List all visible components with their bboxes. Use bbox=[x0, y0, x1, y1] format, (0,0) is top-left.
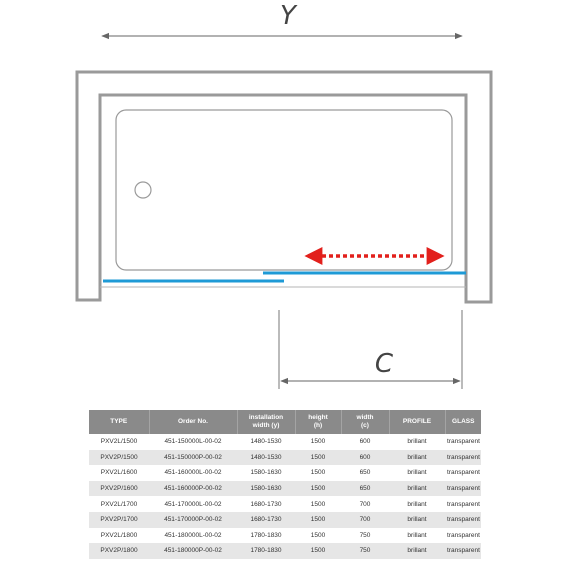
cell-type: PXV2L/1800 bbox=[89, 528, 149, 544]
cell-glass: transparent bbox=[445, 465, 481, 481]
cell-glass: transparent bbox=[445, 450, 481, 466]
cell-glass: transparent bbox=[445, 434, 481, 450]
cell-profile: brillant bbox=[389, 481, 445, 497]
cell-glass: transparent bbox=[445, 528, 481, 544]
cell-order-no: 451-160000P-00-02 bbox=[149, 481, 237, 497]
cell-type: PXV2P/1500 bbox=[89, 450, 149, 466]
cell-width: 650 bbox=[341, 481, 389, 497]
cell-height: 1500 bbox=[295, 481, 341, 497]
depth-label: C bbox=[374, 349, 394, 379]
cell-order-no: 451-150000L-00-02 bbox=[149, 434, 237, 450]
header-glass: GLASS bbox=[445, 410, 481, 434]
cell-profile: brillant bbox=[389, 450, 445, 466]
cell-height: 1500 bbox=[295, 465, 341, 481]
cell-glass: transparent bbox=[445, 496, 481, 512]
bathtub-outline bbox=[116, 110, 452, 270]
table-row bbox=[89, 481, 481, 497]
header-type: TYPE bbox=[89, 410, 149, 434]
wall-frame bbox=[77, 72, 491, 302]
cell-order-no: 451-170000L-00-02 bbox=[149, 496, 237, 512]
cell-profile: brillant bbox=[389, 543, 445, 559]
cell-order-no: 451-180000L-00-02 bbox=[149, 528, 237, 544]
cell-width: 700 bbox=[341, 512, 389, 528]
cell-profile: brillant bbox=[389, 496, 445, 512]
header-width: width (c) bbox=[341, 410, 389, 434]
drain-circle bbox=[135, 182, 151, 198]
cell-type: PXV2L/1500 bbox=[89, 434, 149, 450]
table-row bbox=[89, 543, 481, 559]
table-row bbox=[89, 434, 481, 450]
cell-height: 1500 bbox=[295, 450, 341, 466]
cell-installation-width: 1580-1630 bbox=[237, 465, 295, 481]
cell-installation-width: 1780-1830 bbox=[237, 528, 295, 544]
cell-glass: transparent bbox=[445, 512, 481, 528]
cell-height: 1500 bbox=[295, 528, 341, 544]
cell-width: 750 bbox=[341, 528, 389, 544]
cell-profile: brillant bbox=[389, 434, 445, 450]
cell-type: PXV2P/1800 bbox=[89, 543, 149, 559]
spec-table-header bbox=[89, 410, 481, 434]
spec-table-body bbox=[89, 434, 481, 559]
table-row bbox=[89, 465, 481, 481]
cell-type: PXV2L/1600 bbox=[89, 465, 149, 481]
spec-table bbox=[89, 410, 481, 559]
cell-installation-width: 1480-1530 bbox=[237, 434, 295, 450]
cell-order-no: 451-160000L-00-02 bbox=[149, 465, 237, 481]
cell-profile: brillant bbox=[389, 465, 445, 481]
cell-width: 600 bbox=[341, 450, 389, 466]
cell-glass: transparent bbox=[445, 543, 481, 559]
cell-installation-width: 1680-1730 bbox=[237, 512, 295, 528]
cell-installation-width: 1780-1830 bbox=[237, 543, 295, 559]
cell-type: PXV2P/1600 bbox=[89, 481, 149, 497]
cell-height: 1500 bbox=[295, 512, 341, 528]
cell-profile: brillant bbox=[389, 512, 445, 528]
header-installation-width: installation width (y) bbox=[237, 410, 295, 434]
table-row bbox=[89, 496, 481, 512]
cell-order-no: 451-180000P-00-02 bbox=[149, 543, 237, 559]
depth-dimension bbox=[279, 310, 462, 389]
header-height: height (h) bbox=[295, 410, 341, 434]
width-dimension bbox=[102, 1, 462, 36]
cell-height: 1500 bbox=[295, 543, 341, 559]
cell-profile: brillant bbox=[389, 528, 445, 544]
table-row bbox=[89, 512, 481, 528]
width-label: Y bbox=[280, 1, 296, 31]
header-order-no: Order No. bbox=[149, 410, 237, 434]
cell-width: 600 bbox=[341, 434, 389, 450]
cell-type: PXV2P/1700 bbox=[89, 512, 149, 528]
cell-glass: transparent bbox=[445, 481, 481, 497]
cell-installation-width: 1580-1630 bbox=[237, 481, 295, 497]
cell-width: 750 bbox=[341, 543, 389, 559]
cell-type: PXV2L/1700 bbox=[89, 496, 149, 512]
cell-order-no: 451-150000P-00-02 bbox=[149, 450, 237, 466]
cell-width: 700 bbox=[341, 496, 389, 512]
table-row bbox=[89, 528, 481, 544]
cell-order-no: 451-170000P-00-02 bbox=[149, 512, 237, 528]
cell-installation-width: 1680-1730 bbox=[237, 496, 295, 512]
header-profile: PROFILE bbox=[389, 410, 445, 434]
cell-width: 650 bbox=[341, 465, 389, 481]
table-row bbox=[89, 450, 481, 466]
cell-height: 1500 bbox=[295, 434, 341, 450]
cell-installation-width: 1480-1530 bbox=[237, 450, 295, 466]
cell-height: 1500 bbox=[295, 496, 341, 512]
